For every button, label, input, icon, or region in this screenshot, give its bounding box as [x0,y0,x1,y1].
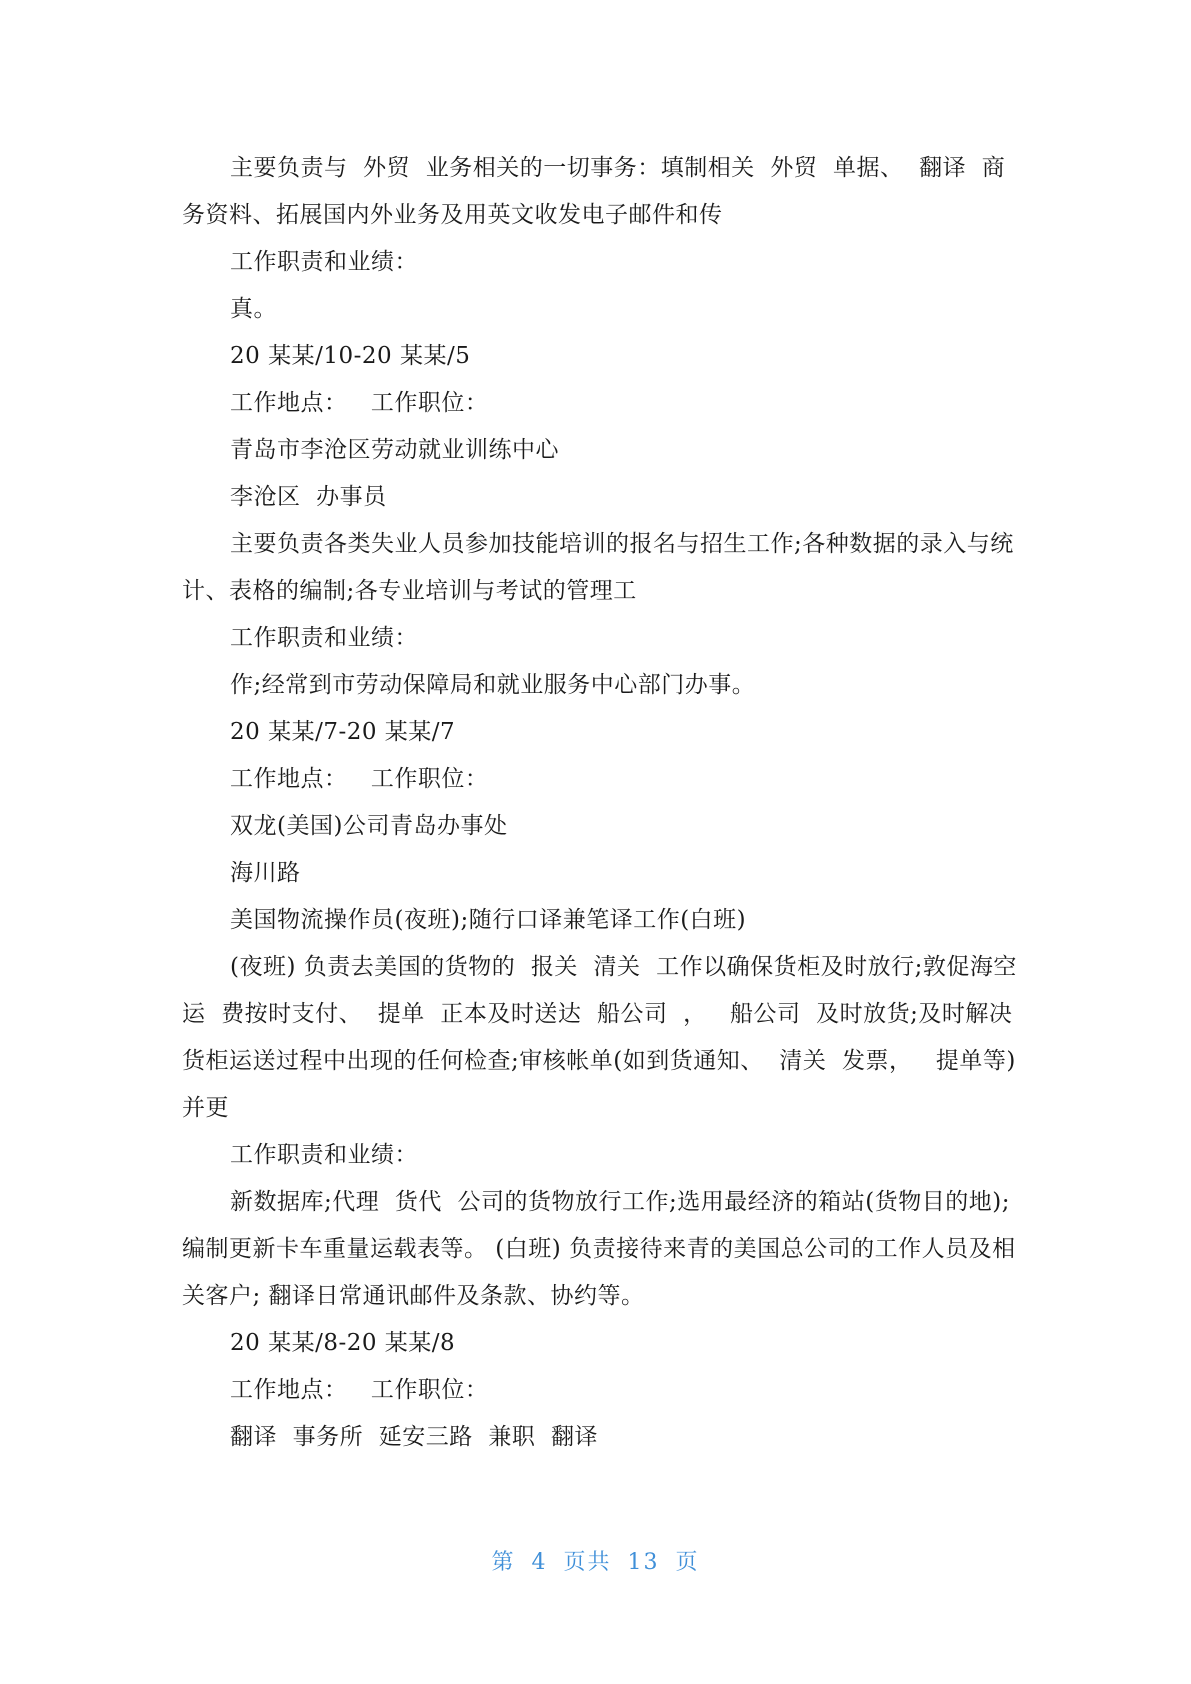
paragraph: 工作地点： 工作职位： [230,766,489,792]
paragraph: 双龙(美国)公司青岛办事处 [230,813,508,839]
footer-middle: 页共 [563,1550,612,1575]
paragraph: 工作职责和业绩： [230,625,418,651]
paragraph: 20 某某/7-20 某某/7 [230,719,456,745]
total-pages-number: 13 [627,1550,660,1575]
paragraph: 李沧区 办事员 [230,484,387,510]
page-number-footer [0,1545,1191,1576]
paragraph: 主要负责与 外贸 业务相关的一切事务：填制相关 外贸 单据、 翻译 商务资料、拓展国内外业务及用英文收发电子邮件和传 [182,155,1006,228]
paragraph: 20 某某/8-20 某某/8 [230,1330,456,1356]
paragraph: 工作地点： 工作职位： [230,390,489,416]
paragraph: 工作职责和业绩： [230,249,418,275]
paragraph: 工作地点： 工作职位： [230,1377,489,1403]
paragraph: 新数据库;代理 货代 公司的货物放行工作;选用最经济的箱站(货物目的地);编制更新卡车重量运载表等。 (白班) 负责接待来青的美国总公司的工作人员及相关客户; 翻译日常通讯邮件及条款、协约等。 [182,1189,1016,1309]
paragraph: 青岛市李沧区劳动就业训练中心 [230,437,559,463]
paragraph: 海川路 [230,860,301,886]
current-page-number: 4 [531,1550,548,1575]
paragraph: 20 某某/10-20 某某/5 [230,343,471,369]
paragraph: 美国物流操作员(夜班);随行口译兼笔译工作(白班) [230,907,747,933]
footer-suffix: 页 [675,1550,700,1575]
paragraph: 真。 [230,296,277,322]
paragraph: 作;经常到市劳动保障局和就业服务中心部门办事。 [230,672,756,698]
paragraph: (夜班) 负责去美国的货物的 报关 清关 工作以确保货柜及时放行;敦促海空运 费按时支付、 提单 正本及时送达 船公司 ， 船公司 及时放货;及时解决货柜运送过程中出现的任何检查;审核帐单(如到货通知、 清关 发票， 提单等)并更 [182,954,1017,1121]
paragraph: 主要负责各类失业人员参加技能培训的报名与招生工作;各种数据的录入与统计、表格的编制;各专业培训与考试的管理工 [182,531,1014,604]
footer-prefix: 第 [491,1550,516,1575]
document-body [182,145,1022,1461]
paragraph: 工作职责和业绩： [230,1142,418,1168]
paragraph: 翻译 事务所 延安三路 兼职 翻译 [230,1424,598,1450]
